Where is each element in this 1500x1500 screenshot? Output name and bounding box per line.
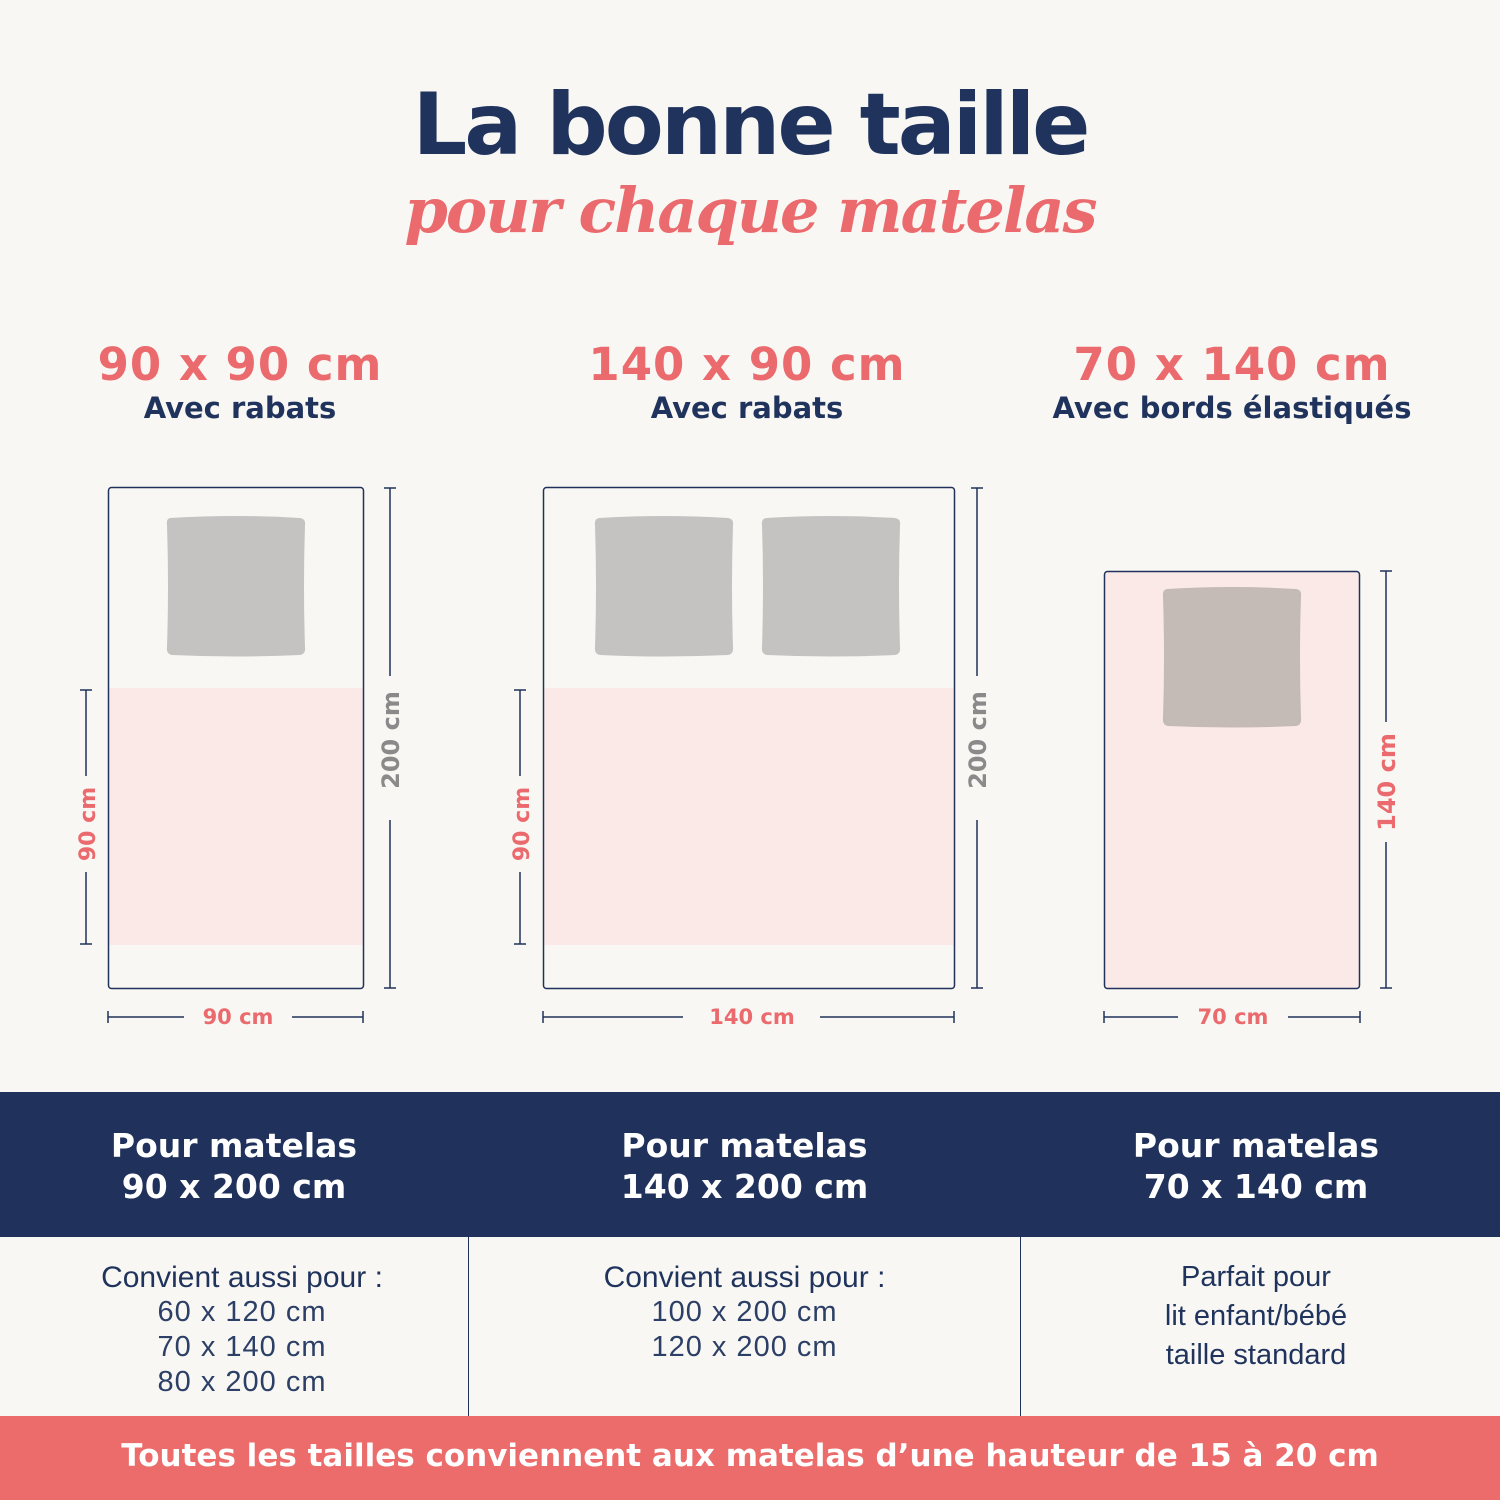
product-1-feature: Avec rabats (143, 391, 337, 425)
compatible-size: 80 x 200 cm (157, 1366, 327, 1398)
width-label-2: 140 cm (709, 1005, 795, 1029)
usage-line: taille standard (1165, 1339, 1347, 1371)
product-3-feature: Avec bords élastiqués (1052, 391, 1412, 425)
mattress-size-3-value: 70 x 140 cm (1143, 1167, 1369, 1206)
duvet-cover-1 (110, 688, 363, 945)
height-label-3: 140 cm (1373, 733, 1401, 831)
bed-diagram-2 (514, 488, 983, 1024)
footer-text: Toutes les tailles conviennent aux matelas d’une hauteur de 15 à 20 cm (121, 1438, 1379, 1474)
pillow-1 (167, 516, 305, 657)
mattress-size-2-value: 140 x 200 cm (620, 1167, 869, 1206)
mattress-size-2-label: Pour matelas (621, 1126, 868, 1165)
duvet-cover-2 (545, 688, 954, 945)
product-3-size: 70 x 140 cm (1073, 338, 1391, 391)
usage-line: lit enfant/bébé (1164, 1300, 1348, 1332)
mattress-size-3-label: Pour matelas (1132, 1126, 1380, 1165)
product-2-feature: Avec rabats (650, 391, 844, 425)
compatible-size: 100 x 200 cm (651, 1296, 838, 1328)
compatibility-lead-2: Convient aussi pour : (603, 1261, 886, 1294)
pillow-3 (1163, 587, 1301, 728)
compatibility-info-1 (0, 1260, 484, 1400)
bed-diagram-1 (80, 488, 396, 1024)
mattress-size-1 (0, 1125, 468, 1207)
height-label-2: 200 cm (964, 691, 992, 789)
compatibility-lead-1: Convient aussi pour : (101, 1261, 383, 1294)
compatibility-info-2 (469, 1260, 1020, 1365)
page-title: La bonne taille (412, 75, 1088, 175)
compatible-size: 70 x 140 cm (157, 1331, 327, 1363)
cover-label-2: 90 cm (510, 786, 535, 862)
mattress-size-3 (1021, 1125, 1491, 1207)
product-2-size: 140 x 90 cm (588, 338, 906, 391)
mattress-size-1-value: 90 x 200 cm (121, 1167, 347, 1206)
page-subtitle: pour chaque matelas (404, 174, 1096, 247)
product-1-size: 90 x 90 cm (97, 338, 383, 391)
compatible-size: 120 x 200 cm (651, 1331, 838, 1363)
bed-diagram-3 (1104, 571, 1392, 1023)
pillow-2b (762, 516, 900, 657)
width-label-1: 90 cm (202, 1005, 274, 1029)
compatible-size: 60 x 120 cm (157, 1296, 327, 1328)
height-label-1: 200 cm (377, 691, 405, 789)
usage-line: Parfait pour (1181, 1261, 1331, 1293)
pillow-2a (595, 516, 733, 657)
usage-info-3 (1021, 1258, 1491, 1375)
mattress-size-2 (469, 1125, 1020, 1207)
cover-label-1: 90 cm (76, 786, 101, 862)
width-label-3: 70 cm (1197, 1005, 1269, 1029)
mattress-size-1-label: Pour matelas (110, 1126, 358, 1165)
